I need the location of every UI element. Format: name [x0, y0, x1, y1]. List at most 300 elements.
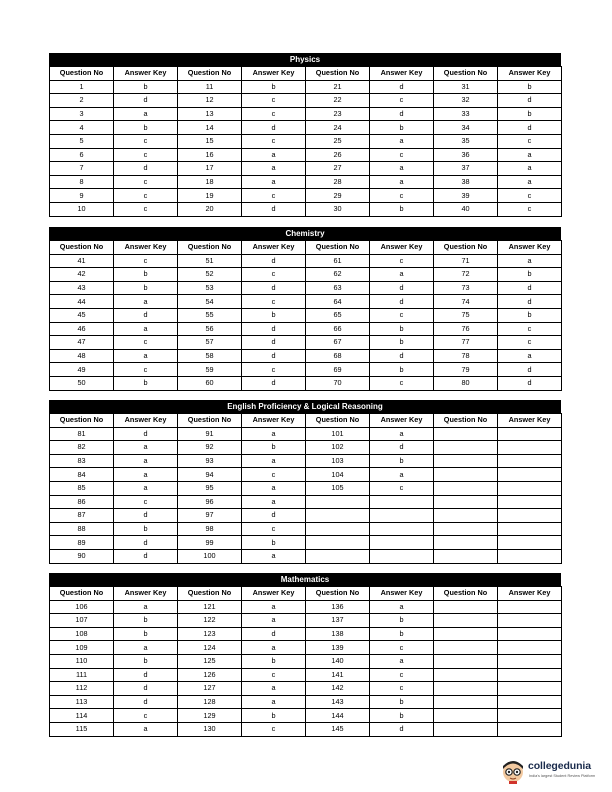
answer-cell: a	[242, 427, 306, 441]
question-number-cell: 101	[306, 427, 370, 441]
answer-cell: c	[370, 481, 434, 495]
question-number-cell: 15	[178, 134, 242, 148]
table-row	[50, 268, 562, 282]
header-answer-key: Answer Key	[370, 241, 434, 255]
header-row	[50, 414, 562, 428]
answer-cell: d	[242, 509, 306, 523]
table-row	[50, 481, 562, 495]
question-number-cell	[434, 509, 498, 523]
answer-cell: a	[242, 495, 306, 509]
header-row	[50, 587, 562, 601]
header-answer-key: Answer Key	[114, 67, 178, 81]
answer-cell: a	[370, 468, 434, 482]
header-answer-key: Answer Key	[498, 241, 562, 255]
question-number-cell	[434, 600, 498, 614]
question-number-cell: 89	[50, 536, 114, 550]
question-number-cell	[306, 522, 370, 536]
answer-cell	[498, 654, 562, 668]
table-row	[50, 495, 562, 509]
question-number-cell: 139	[306, 641, 370, 655]
answer-key-table	[49, 66, 562, 217]
answer-cell	[498, 509, 562, 523]
answer-cell	[370, 495, 434, 509]
answer-cell: a	[114, 441, 178, 455]
answer-cell	[498, 495, 562, 509]
answer-cell: d	[242, 202, 306, 216]
table-row	[50, 94, 562, 108]
table-row	[50, 322, 562, 336]
table-row	[50, 441, 562, 455]
header-question-no: Question No	[306, 587, 370, 601]
table-row	[50, 600, 562, 614]
question-number-cell: 21	[306, 80, 370, 94]
table-row	[50, 522, 562, 536]
question-number-cell	[434, 481, 498, 495]
question-number-cell: 6	[50, 148, 114, 162]
header-answer-key: Answer Key	[498, 67, 562, 81]
question-number-cell: 81	[50, 427, 114, 441]
question-number-cell: 128	[178, 695, 242, 709]
answer-cell: b	[498, 308, 562, 322]
question-number-cell: 5	[50, 134, 114, 148]
question-number-cell: 53	[178, 281, 242, 295]
question-number-cell: 56	[178, 322, 242, 336]
answer-cell: a	[242, 682, 306, 696]
answer-cell: a	[242, 614, 306, 628]
answer-cell: d	[114, 308, 178, 322]
answer-cell	[498, 641, 562, 655]
answer-cell	[498, 441, 562, 455]
table-row	[50, 641, 562, 655]
table-row	[50, 427, 562, 441]
question-number-cell: 29	[306, 189, 370, 203]
table-row	[50, 668, 562, 682]
section-title: English Proficiency & Logical Reasoning	[49, 400, 561, 413]
question-number-cell: 129	[178, 709, 242, 723]
answer-cell: d	[370, 281, 434, 295]
table-row	[50, 202, 562, 216]
answer-cell: a	[242, 641, 306, 655]
table-row	[50, 614, 562, 628]
question-number-cell	[434, 441, 498, 455]
table-row	[50, 336, 562, 350]
question-number-cell: 83	[50, 454, 114, 468]
question-number-cell: 14	[178, 121, 242, 135]
question-number-cell: 108	[50, 627, 114, 641]
answer-cell	[498, 522, 562, 536]
section-2	[49, 400, 561, 564]
question-number-cell: 107	[50, 614, 114, 628]
question-number-cell: 2	[50, 94, 114, 108]
question-number-cell: 145	[306, 722, 370, 736]
answer-cell	[370, 509, 434, 523]
answer-cell: c	[242, 522, 306, 536]
question-number-cell: 44	[50, 295, 114, 309]
question-number-cell: 106	[50, 600, 114, 614]
question-number-cell: 7	[50, 162, 114, 176]
question-number-cell: 88	[50, 522, 114, 536]
answer-cell: b	[370, 709, 434, 723]
answer-cell: d	[498, 376, 562, 390]
section-title: Physics	[49, 53, 561, 66]
answer-cell: c	[370, 189, 434, 203]
question-number-cell: 65	[306, 308, 370, 322]
question-number-cell: 55	[178, 308, 242, 322]
question-number-cell: 74	[434, 295, 498, 309]
answer-cell: b	[370, 454, 434, 468]
question-number-cell: 144	[306, 709, 370, 723]
question-number-cell: 87	[50, 509, 114, 523]
question-number-cell: 40	[434, 202, 498, 216]
question-number-cell: 141	[306, 668, 370, 682]
question-number-cell: 84	[50, 468, 114, 482]
header-answer-key: Answer Key	[242, 67, 306, 81]
answer-cell: d	[114, 94, 178, 108]
question-number-cell: 79	[434, 363, 498, 377]
answer-cell: a	[242, 549, 306, 563]
question-number-cell: 130	[178, 722, 242, 736]
header-answer-key: Answer Key	[114, 587, 178, 601]
question-number-cell: 35	[434, 134, 498, 148]
table-row	[50, 654, 562, 668]
question-number-cell	[434, 495, 498, 509]
answer-cell	[498, 722, 562, 736]
header-question-no: Question No	[50, 414, 114, 428]
answer-cell: a	[114, 600, 178, 614]
answer-cell: b	[242, 654, 306, 668]
answer-cell: c	[370, 308, 434, 322]
question-number-cell: 36	[434, 148, 498, 162]
answer-cell: b	[370, 202, 434, 216]
question-number-cell: 95	[178, 481, 242, 495]
answer-cell	[498, 668, 562, 682]
question-number-cell: 123	[178, 627, 242, 641]
answer-cell: b	[370, 363, 434, 377]
answer-cell: c	[242, 189, 306, 203]
answer-cell: b	[498, 80, 562, 94]
answer-key-table	[49, 413, 562, 564]
answer-cell: a	[498, 162, 562, 176]
question-number-cell: 140	[306, 654, 370, 668]
answer-cell: b	[114, 614, 178, 628]
question-number-cell: 54	[178, 295, 242, 309]
question-number-cell: 103	[306, 454, 370, 468]
answer-cell: d	[242, 281, 306, 295]
header-question-no: Question No	[178, 414, 242, 428]
header-question-no: Question No	[178, 587, 242, 601]
answer-key-table	[49, 586, 562, 737]
question-number-cell: 42	[50, 268, 114, 282]
section-0	[49, 53, 561, 217]
answer-cell: d	[114, 509, 178, 523]
answer-cell: b	[498, 107, 562, 121]
question-number-cell: 126	[178, 668, 242, 682]
answer-cell: c	[114, 134, 178, 148]
answer-cell: a	[370, 654, 434, 668]
answer-cell	[370, 536, 434, 550]
logo-tagline: India's largest Student Review Platform	[529, 774, 596, 778]
question-number-cell: 11	[178, 80, 242, 94]
answer-cell: a	[498, 148, 562, 162]
question-number-cell: 71	[434, 254, 498, 268]
question-number-cell: 121	[178, 600, 242, 614]
question-number-cell: 47	[50, 336, 114, 350]
answer-cell: a	[114, 468, 178, 482]
table-row	[50, 281, 562, 295]
question-number-cell: 143	[306, 695, 370, 709]
answer-cell	[370, 549, 434, 563]
question-number-cell: 3	[50, 107, 114, 121]
question-number-cell: 127	[178, 682, 242, 696]
question-number-cell: 51	[178, 254, 242, 268]
question-number-cell	[306, 536, 370, 550]
question-number-cell: 72	[434, 268, 498, 282]
question-number-cell: 105	[306, 481, 370, 495]
table-row	[50, 254, 562, 268]
header-question-no: Question No	[434, 587, 498, 601]
logo-name: collegedunia	[528, 760, 591, 772]
question-number-cell: 9	[50, 189, 114, 203]
question-number-cell: 142	[306, 682, 370, 696]
question-number-cell	[434, 614, 498, 628]
question-number-cell: 19	[178, 189, 242, 203]
question-number-cell: 45	[50, 308, 114, 322]
question-number-cell: 18	[178, 175, 242, 189]
answer-cell: a	[242, 175, 306, 189]
table-row	[50, 162, 562, 176]
question-number-cell: 38	[434, 175, 498, 189]
answer-cell: a	[370, 427, 434, 441]
table-row	[50, 468, 562, 482]
answer-cell: d	[114, 536, 178, 550]
question-number-cell: 46	[50, 322, 114, 336]
question-number-cell	[306, 549, 370, 563]
table-row	[50, 549, 562, 563]
answer-cell: b	[114, 281, 178, 295]
answer-cell: a	[114, 641, 178, 655]
answer-cell: a	[242, 695, 306, 709]
answer-cell: c	[114, 336, 178, 350]
answer-cell: a	[114, 454, 178, 468]
header-answer-key: Answer Key	[114, 414, 178, 428]
answer-cell	[498, 427, 562, 441]
answer-cell: d	[114, 549, 178, 563]
question-number-cell: 63	[306, 281, 370, 295]
answer-cell: c	[242, 94, 306, 108]
question-number-cell: 4	[50, 121, 114, 135]
answer-cell: c	[114, 495, 178, 509]
question-number-cell: 64	[306, 295, 370, 309]
question-number-cell: 85	[50, 481, 114, 495]
section-title: Mathematics	[49, 573, 561, 586]
answer-cell: a	[370, 162, 434, 176]
answer-cell: b	[114, 627, 178, 641]
header-answer-key: Answer Key	[498, 587, 562, 601]
question-number-cell: 28	[306, 175, 370, 189]
answer-cell: d	[242, 121, 306, 135]
answer-cell: a	[114, 295, 178, 309]
header-answer-key: Answer Key	[370, 587, 434, 601]
answer-cell: a	[114, 322, 178, 336]
answer-cell: d	[242, 349, 306, 363]
question-number-cell: 58	[178, 349, 242, 363]
answer-cell: c	[242, 668, 306, 682]
question-number-cell	[306, 495, 370, 509]
answer-cell: c	[114, 175, 178, 189]
question-number-cell: 26	[306, 148, 370, 162]
answer-cell: b	[242, 709, 306, 723]
question-number-cell: 125	[178, 654, 242, 668]
answer-cell	[498, 454, 562, 468]
question-number-cell	[434, 641, 498, 655]
answer-cell: b	[242, 441, 306, 455]
question-number-cell: 67	[306, 336, 370, 350]
answer-cell: a	[370, 134, 434, 148]
question-number-cell: 115	[50, 722, 114, 736]
header-question-no: Question No	[434, 241, 498, 255]
header-answer-key: Answer Key	[370, 67, 434, 81]
header-question-no: Question No	[306, 414, 370, 428]
question-number-cell: 48	[50, 349, 114, 363]
table-row	[50, 627, 562, 641]
answer-cell	[498, 709, 562, 723]
question-number-cell: 90	[50, 549, 114, 563]
mascot-icon	[500, 758, 526, 784]
answer-cell: c	[498, 134, 562, 148]
question-number-cell: 37	[434, 162, 498, 176]
question-number-cell: 59	[178, 363, 242, 377]
answer-cell: d	[242, 254, 306, 268]
question-number-cell: 102	[306, 441, 370, 455]
question-number-cell	[434, 682, 498, 696]
answer-cell: c	[370, 254, 434, 268]
question-number-cell: 97	[178, 509, 242, 523]
answer-cell: c	[114, 189, 178, 203]
question-number-cell: 99	[178, 536, 242, 550]
header-question-no: Question No	[50, 241, 114, 255]
header-row	[50, 67, 562, 81]
answer-cell: d	[370, 441, 434, 455]
question-number-cell: 32	[434, 94, 498, 108]
question-number-cell: 113	[50, 695, 114, 709]
header-question-no: Question No	[178, 67, 242, 81]
answer-cell: b	[370, 322, 434, 336]
table-row	[50, 295, 562, 309]
question-number-cell	[434, 709, 498, 723]
table-row	[50, 695, 562, 709]
question-number-cell: 60	[178, 376, 242, 390]
answer-cell	[498, 600, 562, 614]
answer-cell: c	[498, 189, 562, 203]
answer-cell	[498, 627, 562, 641]
answer-cell: c	[242, 468, 306, 482]
header-question-no: Question No	[434, 414, 498, 428]
question-number-cell: 52	[178, 268, 242, 282]
answer-cell: a	[370, 600, 434, 614]
answer-cell: d	[114, 162, 178, 176]
answer-cell: d	[370, 295, 434, 309]
answer-cell: d	[498, 363, 562, 377]
answer-cell	[498, 682, 562, 696]
answer-cell: c	[242, 722, 306, 736]
table-row	[50, 682, 562, 696]
answer-cell: a	[114, 481, 178, 495]
question-number-cell: 20	[178, 202, 242, 216]
table-row	[50, 121, 562, 135]
question-number-cell: 92	[178, 441, 242, 455]
header-answer-key: Answer Key	[114, 241, 178, 255]
header-question-no: Question No	[306, 67, 370, 81]
question-number-cell: 13	[178, 107, 242, 121]
answer-cell: d	[114, 668, 178, 682]
answer-cell: c	[370, 376, 434, 390]
answer-cell	[498, 468, 562, 482]
question-number-cell: 62	[306, 268, 370, 282]
question-number-cell: 82	[50, 441, 114, 455]
answer-cell: d	[370, 107, 434, 121]
header-answer-key: Answer Key	[242, 414, 306, 428]
answer-cell: b	[242, 80, 306, 94]
answer-cell: d	[370, 722, 434, 736]
question-number-cell: 110	[50, 654, 114, 668]
section-title: Chemistry	[49, 227, 561, 240]
table-row	[50, 175, 562, 189]
question-number-cell: 39	[434, 189, 498, 203]
header-answer-key: Answer Key	[370, 414, 434, 428]
answer-cell: a	[242, 481, 306, 495]
answer-cell	[498, 536, 562, 550]
answer-cell: c	[370, 94, 434, 108]
answer-cell: d	[114, 695, 178, 709]
question-number-cell: 86	[50, 495, 114, 509]
table-row	[50, 363, 562, 377]
table-row	[50, 454, 562, 468]
question-number-cell: 109	[50, 641, 114, 655]
question-number-cell: 122	[178, 614, 242, 628]
question-number-cell: 17	[178, 162, 242, 176]
answer-cell: a	[370, 175, 434, 189]
question-number-cell	[434, 695, 498, 709]
question-number-cell: 1	[50, 80, 114, 94]
table-row	[50, 722, 562, 736]
question-number-cell: 93	[178, 454, 242, 468]
question-number-cell: 100	[178, 549, 242, 563]
answer-cell: c	[498, 202, 562, 216]
header-question-no: Question No	[178, 241, 242, 255]
answer-cell: d	[114, 427, 178, 441]
answer-cell: c	[242, 134, 306, 148]
answer-cell: c	[114, 709, 178, 723]
answer-cell: c	[242, 268, 306, 282]
question-number-cell: 98	[178, 522, 242, 536]
answer-cell: c	[370, 148, 434, 162]
answer-cell: c	[242, 363, 306, 377]
answer-cell: b	[242, 536, 306, 550]
question-number-cell: 49	[50, 363, 114, 377]
question-number-cell: 70	[306, 376, 370, 390]
question-number-cell: 94	[178, 468, 242, 482]
question-number-cell	[434, 654, 498, 668]
answer-key-table	[49, 240, 562, 391]
question-number-cell: 34	[434, 121, 498, 135]
answer-cell: d	[242, 336, 306, 350]
question-number-cell: 22	[306, 94, 370, 108]
question-number-cell: 24	[306, 121, 370, 135]
header-question-no: Question No	[50, 67, 114, 81]
answer-cell: d	[498, 94, 562, 108]
question-number-cell	[434, 668, 498, 682]
answer-cell: d	[498, 281, 562, 295]
